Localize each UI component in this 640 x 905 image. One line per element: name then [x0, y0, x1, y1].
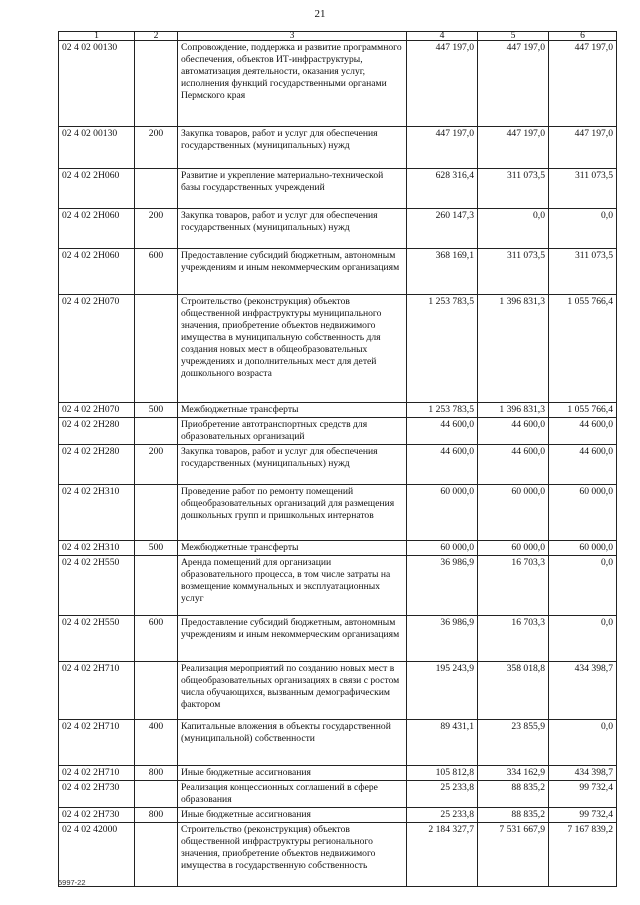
value-col6-cell: 434 398,7 [549, 766, 617, 781]
value-col5-cell: 311 073,5 [478, 249, 549, 295]
header-row [59, 32, 617, 41]
value-col6-cell: 1 055 766,4 [549, 295, 617, 403]
value-col4-cell: 1 253 783,5 [407, 295, 478, 403]
value-col5-cell: 60 000,0 [478, 485, 549, 541]
name-cell: Приобретение автотранспортных средств для образовательных организаций [178, 418, 407, 445]
table-row [59, 403, 617, 418]
value-col4-cell: 60 000,0 [407, 485, 478, 541]
value-col5-cell: 16 703,3 [478, 556, 549, 616]
table-row [59, 418, 617, 445]
table-row [59, 616, 617, 662]
value-col4-cell: 36 986,9 [407, 616, 478, 662]
value-col4-cell: 105 812,8 [407, 766, 478, 781]
value-col4-cell: 25 233,8 [407, 808, 478, 823]
value-col5-cell: 16 703,3 [478, 616, 549, 662]
table-row [59, 445, 617, 485]
code-cell: 02 4 02 2Н060 [59, 209, 135, 249]
table-row [59, 808, 617, 823]
code-cell: 02 4 02 00130 [59, 41, 135, 127]
code-cell: 02 4 02 2Н550 [59, 616, 135, 662]
expense-type-cell: 600 [135, 616, 178, 662]
value-col5-cell: 334 162,9 [478, 766, 549, 781]
table-row [59, 209, 617, 249]
value-col5-cell: 1 396 831,3 [478, 295, 549, 403]
value-col4-cell: 2 184 327,7 [407, 823, 478, 887]
expense-type-cell: 800 [135, 766, 178, 781]
name-cell: Межбюджетные трансферты [178, 541, 407, 556]
value-col4-cell: 628 316,4 [407, 169, 478, 209]
code-cell: 02 4 02 2Н730 [59, 781, 135, 808]
value-col6-cell: 311 073,5 [549, 249, 617, 295]
footer-code: 5997-22 [58, 878, 86, 887]
expense-type-cell [135, 823, 178, 887]
value-col5-cell: 60 000,0 [478, 541, 549, 556]
value-col5-cell: 23 855,9 [478, 720, 549, 766]
name-cell: Строительство (реконструкция) объектов общественной инфраструктуры регионального значения, приобретение объектов недвижимого имущества в государственную собственность [178, 823, 407, 887]
code-cell: 02 4 02 2Н710 [59, 720, 135, 766]
value-col4-cell: 195 243,9 [407, 662, 478, 720]
value-col4-cell: 447 197,0 [407, 127, 478, 169]
header-col-5: 5 [478, 32, 549, 41]
code-cell: 02 4 02 2Н550 [59, 556, 135, 616]
value-col6-cell: 99 732,4 [549, 808, 617, 823]
name-cell: Сопровождение, поддержка и развитие программного обеспечения, объектов ИТ-инфраструктуры, автоматизация деятельности, оказания услуг, исполнения функций государственными органами Пермского края [178, 41, 407, 127]
value-col4-cell: 447 197,0 [407, 41, 478, 127]
value-col6-cell: 0,0 [549, 556, 617, 616]
table-row [59, 41, 617, 127]
value-col6-cell: 44 600,0 [549, 418, 617, 445]
table-row [59, 556, 617, 616]
value-col5-cell: 88 835,2 [478, 781, 549, 808]
expense-type-cell [135, 662, 178, 720]
code-cell: 02 4 02 00130 [59, 127, 135, 169]
code-cell: 02 4 02 2Н310 [59, 541, 135, 556]
name-cell: Аренда помещений для организации образовательного процесса, в том числе затраты на возмещение коммунальных и эксплуатационных услуг [178, 556, 407, 616]
name-cell: Предоставление субсидий бюджетным, автономным учреждениям и иным некоммерческим организациям [178, 249, 407, 295]
name-cell: Закупка товаров, работ и услуг для обеспечения государственных (муниципальных) нужд [178, 127, 407, 169]
value-col6-cell: 60 000,0 [549, 485, 617, 541]
value-col5-cell: 1 396 831,3 [478, 403, 549, 418]
code-cell: 02 4 02 2Н710 [59, 766, 135, 781]
code-cell: 02 4 02 2Н070 [59, 295, 135, 403]
header-col-6: 6 [549, 32, 617, 41]
name-cell: Межбюджетные трансферты [178, 403, 407, 418]
value-col6-cell: 311 073,5 [549, 169, 617, 209]
header-col-3: 3 [178, 32, 407, 41]
expense-type-cell: 200 [135, 445, 178, 485]
table-row [59, 169, 617, 209]
value-col6-cell: 99 732,4 [549, 781, 617, 808]
code-cell: 02 4 02 2Н280 [59, 418, 135, 445]
name-cell: Строительство (реконструкция) объектов общественной инфраструктуры муниципального значения, приобретение объектов недвижимого имущества в муниципальную собственность для создания новых мест в общеобразовательных учреждениях и дополнительных мест для детей дошкольного возраста [178, 295, 407, 403]
header-col-4: 4 [407, 32, 478, 41]
value-col6-cell: 44 600,0 [549, 445, 617, 485]
value-col6-cell: 447 197,0 [549, 127, 617, 169]
value-col6-cell: 7 167 839,2 [549, 823, 617, 887]
value-col4-cell: 36 986,9 [407, 556, 478, 616]
code-cell: 02 4 02 2Н710 [59, 662, 135, 720]
value-col6-cell: 434 398,7 [549, 662, 617, 720]
page-number: 21 [314, 8, 326, 20]
value-col5-cell: 88 835,2 [478, 808, 549, 823]
value-col6-cell: 1 055 766,4 [549, 403, 617, 418]
table-row [59, 485, 617, 541]
value-col4-cell: 25 233,8 [407, 781, 478, 808]
table-row [59, 541, 617, 556]
table-row [59, 295, 617, 403]
value-col4-cell: 60 000,0 [407, 541, 478, 556]
value-col4-cell: 44 600,0 [407, 445, 478, 485]
name-cell: Реализация мероприятий по созданию новых мест в общеобразовательных организациях в связи с ростом числа обучающихся, вызванным демографическим фактором [178, 662, 407, 720]
value-col5-cell: 311 073,5 [478, 169, 549, 209]
expense-type-cell: 400 [135, 720, 178, 766]
value-col6-cell: 60 000,0 [549, 541, 617, 556]
budget-table [58, 31, 617, 887]
name-cell: Реализация концессионных соглашений в сфере образования [178, 781, 407, 808]
expense-type-cell: 600 [135, 249, 178, 295]
expense-type-cell [135, 295, 178, 403]
value-col4-cell: 368 169,1 [407, 249, 478, 295]
expense-type-cell [135, 485, 178, 541]
value-col6-cell: 0,0 [549, 720, 617, 766]
value-col5-cell: 0,0 [478, 209, 549, 249]
name-cell: Иные бюджетные ассигнования [178, 766, 407, 781]
table-row [59, 823, 617, 887]
name-cell: Закупка товаров, работ и услуг для обеспечения государственных (муниципальных) нужд [178, 445, 407, 485]
table-row [59, 781, 617, 808]
value-col4-cell: 44 600,0 [407, 418, 478, 445]
expense-type-cell [135, 41, 178, 127]
code-cell: 02 4 02 2Н060 [59, 249, 135, 295]
table-row [59, 249, 617, 295]
value-col5-cell: 447 197,0 [478, 127, 549, 169]
value-col4-cell: 1 253 783,5 [407, 403, 478, 418]
code-cell: 02 4 02 2Н310 [59, 485, 135, 541]
name-cell: Капитальные вложения в объекты государственной (муниципальной) собственности [178, 720, 407, 766]
expense-type-cell: 800 [135, 808, 178, 823]
table-row [59, 127, 617, 169]
table-row [59, 766, 617, 781]
name-cell: Развитие и укрепление материально-технической базы государственных учреждений [178, 169, 407, 209]
expense-type-cell: 200 [135, 209, 178, 249]
code-cell: 02 4 02 42000 [59, 823, 135, 887]
name-cell: Предоставление субсидий бюджетным, автономным учреждениям и иным некоммерческим организациям [178, 616, 407, 662]
expense-type-cell [135, 418, 178, 445]
code-cell: 02 4 02 2Н730 [59, 808, 135, 823]
value-col5-cell: 358 018,8 [478, 662, 549, 720]
value-col5-cell: 44 600,0 [478, 418, 549, 445]
expense-type-cell: 200 [135, 127, 178, 169]
table-row [59, 720, 617, 766]
value-col4-cell: 89 431,1 [407, 720, 478, 766]
code-cell: 02 4 02 2Н280 [59, 445, 135, 485]
code-cell: 02 4 02 2Н060 [59, 169, 135, 209]
name-cell: Проведение работ по ремонту помещений общеобразовательных организаций для размещения дошкольных групп и пришкольных интернатов [178, 485, 407, 541]
header-col-1: 1 [59, 32, 135, 41]
name-cell: Закупка товаров, работ и услуг для обеспечения государственных (муниципальных) нужд [178, 209, 407, 249]
expense-type-cell [135, 556, 178, 616]
value-col5-cell: 44 600,0 [478, 445, 549, 485]
value-col6-cell: 0,0 [549, 616, 617, 662]
code-cell: 02 4 02 2Н070 [59, 403, 135, 418]
header-col-2: 2 [135, 32, 178, 41]
value-col5-cell: 447 197,0 [478, 41, 549, 127]
expense-type-cell [135, 781, 178, 808]
value-col4-cell: 260 147,3 [407, 209, 478, 249]
expense-type-cell: 500 [135, 541, 178, 556]
table-row [59, 662, 617, 720]
value-col5-cell: 7 531 667,9 [478, 823, 549, 887]
expense-type-cell [135, 169, 178, 209]
expense-type-cell: 500 [135, 403, 178, 418]
value-col6-cell: 0,0 [549, 209, 617, 249]
name-cell: Иные бюджетные ассигнования [178, 808, 407, 823]
value-col6-cell: 447 197,0 [549, 41, 617, 127]
